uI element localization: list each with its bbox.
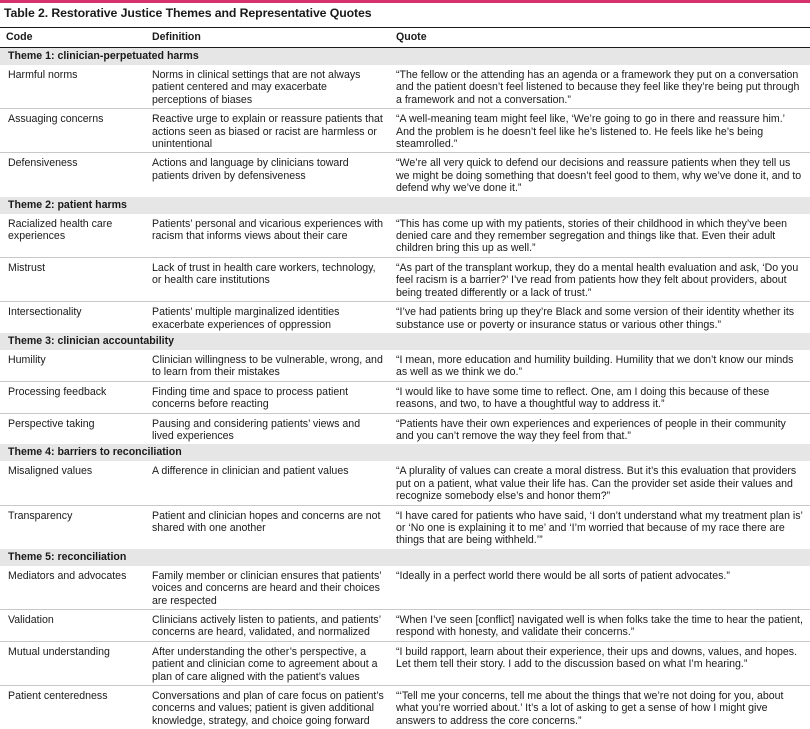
quote-cell: “As part of the transplant workup, they do a mental health evaluation and ask, ‘Do you feel racism is a barrier?’ I’ve read from patients how they felt about providers, about being treated differently or a lack of trust.” — [390, 257, 810, 301]
quote-cell: “We’re all very quick to defend our decisions and reassure patients when they tell us we might be doing something that doesn’t feel good to them, why we’ve done it, and to defend why we’ve done it.” — [396, 157, 802, 195]
definition-cell: After understanding the other’s perspective, a patient and clinician come to agreement about a plan of care aligned with the patient’s values — [146, 641, 390, 685]
theme-row — [0, 197, 810, 214]
table-row — [0, 461, 810, 505]
code-cell: Assuaging concerns — [0, 109, 146, 153]
code-cell: Validation — [0, 610, 146, 642]
code-cell: Mutual understanding — [0, 641, 146, 685]
table-row — [0, 214, 810, 258]
quote-cell: “A well-meaning team might feel like, ‘We’re going to go in there and reassure him.’ And the problem is he doesn’t feel like he’s listened to. He feels like he’s being steamrolled.” — [390, 109, 810, 153]
theme-label: Theme 5: reconciliation — [0, 549, 810, 566]
code-cell: Transparency — [8, 509, 73, 522]
header-definition: Definition — [146, 28, 390, 48]
table-row — [0, 109, 810, 153]
definition-cell: Clinician willingness to be vulnerable, wrong, and to learn from their mistakes — [146, 350, 390, 381]
quote-cell: “I would like to have some time to reflect. One, am I doing this because of these reasons, and two, to have a thoughtful way to address it.” — [390, 381, 810, 413]
definition-cell: Clinicians actively listen to patients, and patients’ concerns are heard, validated, and normalized — [146, 610, 390, 642]
code-cell: Humility — [0, 350, 146, 381]
code-cell: Harmful norms — [0, 65, 146, 109]
code-cell: Perspective taking — [8, 417, 95, 430]
theme-label: Theme 2: patient harms — [0, 197, 810, 214]
table-row — [0, 413, 810, 444]
table-row — [0, 610, 810, 642]
header-row — [0, 28, 810, 48]
quote-cell: “‘Tell me your concerns, tell me about the things that we’re not doing for you, about what you’re worried about.’ It’s a lot of asking to get a sense of how I might give answers to address the core concerns.” — [396, 690, 784, 727]
table-row — [0, 350, 810, 381]
quote-cell: “This has come up with my patients, stories of their childhood in which they’ve been denied care and they remember segregation and things like that. Even their adult children bring this up as well.” — [390, 214, 810, 258]
accent-rule — [0, 0, 810, 3]
definition-cell: Patients’ multiple marginalized identities exacerbate experiences of oppression — [152, 306, 340, 331]
quote-cell: “A plurality of values can create a moral distress. But it’s this evaluation that providers put on a patient, what value their life has. Can the provider set aside their values and recognize somebody else’s and honor them?” — [390, 461, 810, 505]
definition-cell: Reactive urge to explain or reassure patients that actions seen as biased or racist are harmless or unintentional — [146, 109, 390, 153]
table-row — [0, 257, 810, 301]
definition-cell: Family member or clinician ensures that patients’ voices and concerns are heard and their choices are respected — [146, 566, 390, 610]
definition-cell: Finding time and space to process patient concerns before reacting — [146, 381, 390, 413]
theme-label: Theme 4: barriers to reconciliation — [0, 444, 810, 461]
table-row — [0, 381, 810, 413]
code-cell: Racialized health care experiences — [0, 214, 146, 258]
table-row — [0, 686, 810, 729]
theme-row — [0, 333, 810, 350]
theme-label: Theme 1: clinician-perpetuated harms — [0, 48, 810, 66]
quote-cell: “Ideally in a perfect world there would be all sorts of patient advocates.” — [390, 566, 810, 610]
quote-cell: “I’ve had patients bring up they’re Black and some version of their identity whether its substance use or poverty or insurance status or various other things.” — [396, 306, 795, 331]
definition-cell: Norms in clinical settings that are not always patient centered and may exacerbate perceptions of biases — [146, 65, 390, 109]
code-cell: Misaligned values — [0, 461, 146, 505]
code-cell: Intersectionality — [8, 306, 82, 319]
definition-cell: Pausing and considering patients’ views and lived experiences — [152, 417, 361, 442]
table-row — [0, 65, 810, 109]
code-cell: Defensiveness — [8, 157, 78, 170]
table-title: Table 2. Restorative Justice Themes and Representative Quotes — [4, 6, 372, 20]
header-code: Code — [0, 28, 146, 48]
code-cell: Patient centeredness — [8, 690, 108, 703]
code-cell: Mistrust — [0, 257, 146, 301]
definition-cell: Patients’ personal and vicarious experiences with racism that informs views about their care — [146, 214, 390, 258]
table-row — [0, 566, 810, 610]
code-cell: Mediators and advocates — [0, 566, 146, 610]
table-row — [0, 505, 810, 549]
header-quote: Quote — [390, 28, 810, 48]
definition-cell: Patient and clinician hopes and concerns are not shared with one another — [152, 509, 381, 534]
quote-cell: “Patients have their own experiences and experiences of people in their community and you can’t remove the way they feel from that.” — [396, 417, 786, 442]
definition-cell: Actions and language by clinicians toward patients driven by defensiveness — [152, 157, 349, 182]
theme-label: Theme 3: clinician accountability — [0, 333, 810, 350]
quote-cell: “I build rapport, learn about their experience, their ups and downs, values, and hopes. Let them tell their story. I add to the discussion based on what I’m hearing.” — [390, 641, 810, 685]
table-row — [0, 302, 810, 333]
table-row — [0, 641, 810, 685]
definition-cell: A difference in clinician and patient values — [146, 461, 390, 505]
theme-row — [0, 444, 810, 461]
theme-row — [0, 48, 810, 66]
quote-cell: “When I’ve seen [conflict] navigated well is when folks take the time to hear the patient, respond with honesty, and validate their concerns.” — [390, 610, 810, 642]
definition-cell: Lack of trust in health care workers, technology, or health care institutions — [146, 257, 390, 301]
quote-cell: “I have cared for patients who have said, ‘I don’t understand what my treatment plan is’ or ‘No one is explaining it to me’ and ‘I’m worried that because of my race there are things that are being withheld.’” — [396, 509, 803, 547]
themes-table — [0, 28, 810, 729]
theme-row — [0, 549, 810, 566]
definition-cell: Conversations and plan of care focus on patient’s concerns and values; patient is given additional knowledge, strategy, and choice going forward — [152, 690, 384, 727]
quote-cell: “I mean, more education and humility building. Humility that we don’t know our minds as well as we think we do.” — [390, 350, 810, 381]
quote-cell: “The fellow or the attending has an agenda or a framework they put on a conversation and the patient doesn’t feel listened to because they feel like they’re being put through a framework and not a conversation.” — [390, 65, 810, 109]
code-cell: Processing feedback — [0, 381, 146, 413]
table-row — [0, 153, 810, 197]
